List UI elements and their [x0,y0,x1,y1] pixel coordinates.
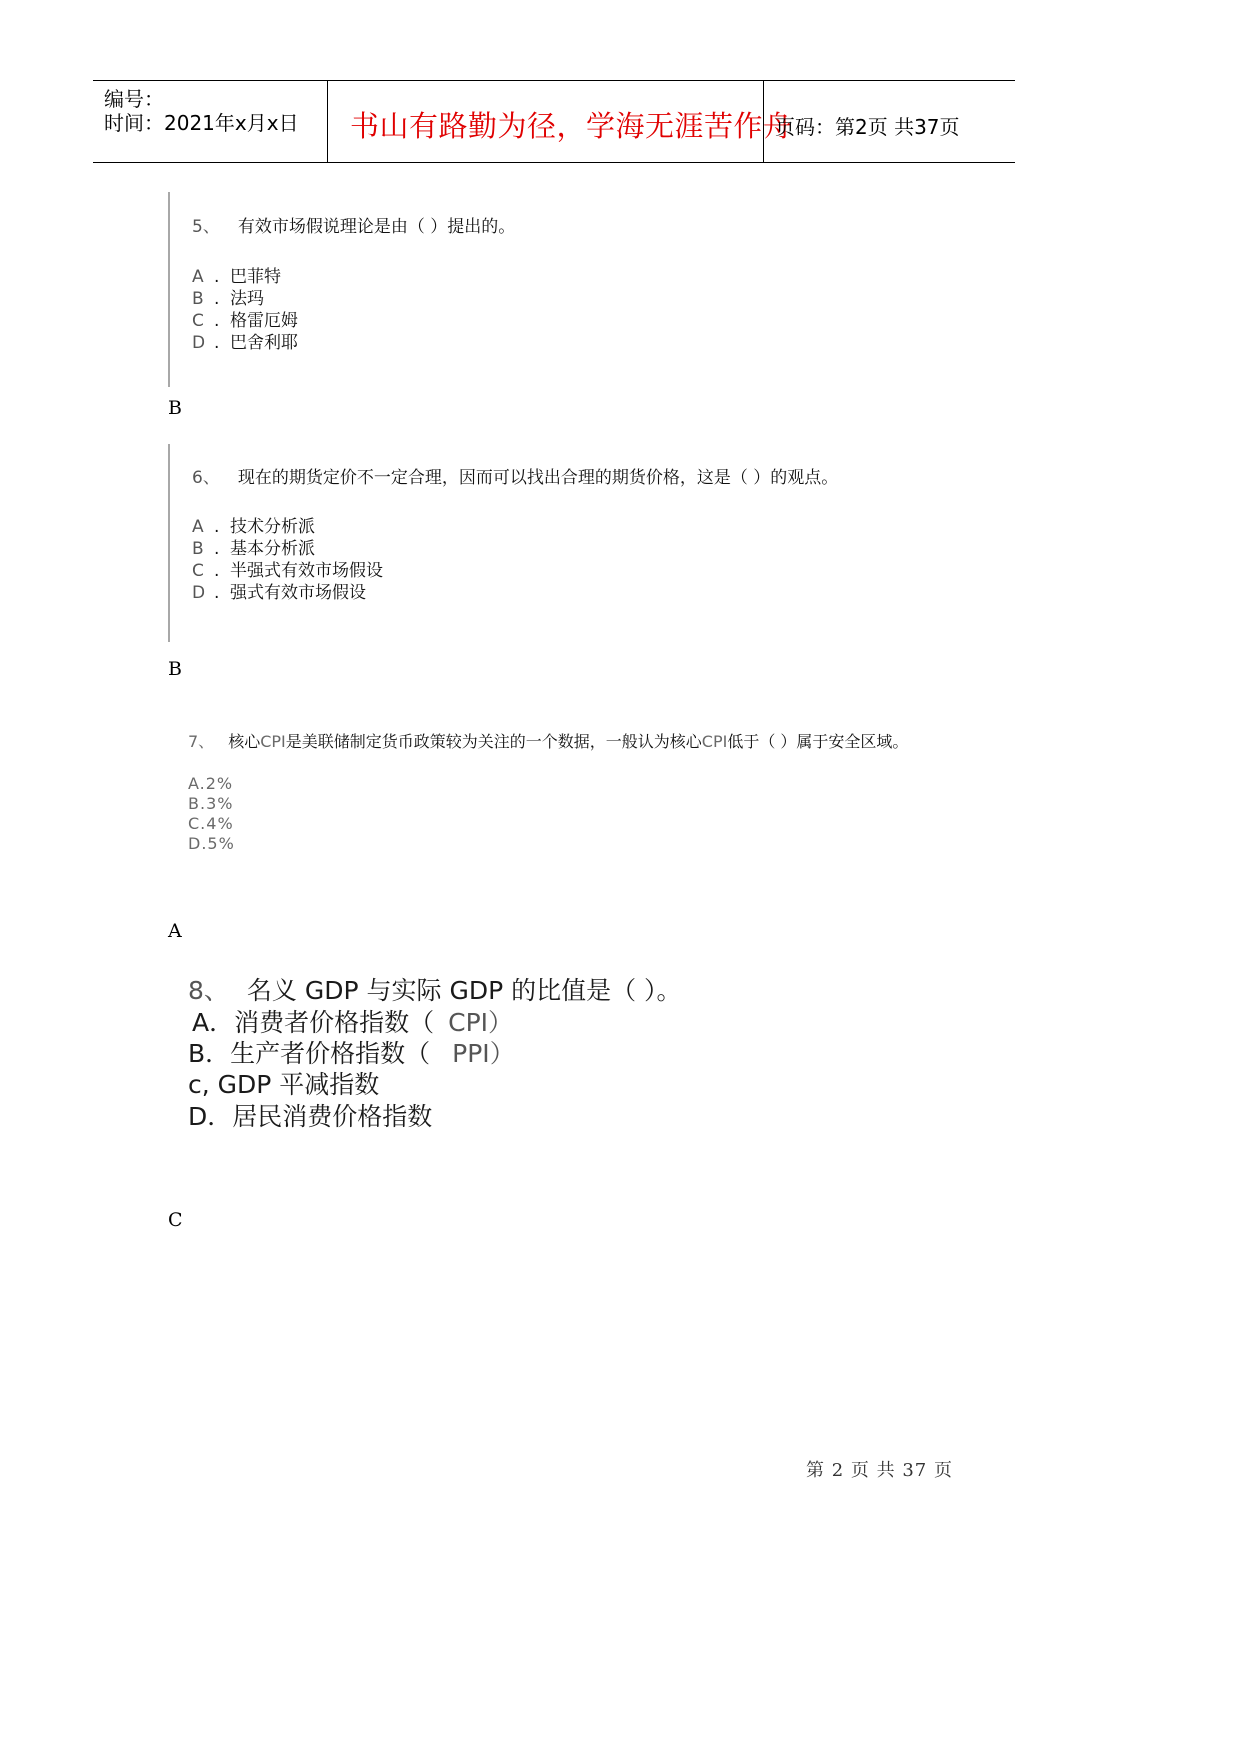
option-a: A . 技术分析派 [192,517,315,537]
option-d: D . 巴舍利耶 [192,333,298,353]
question-stem: 有效市场假说理论是由（ ）提出的。 [237,217,516,237]
question-left-bar [168,192,170,387]
header-bottom-rule [93,162,1015,163]
page-footer: 第 2 页 共 37 页 [806,1460,953,1481]
answer: A [168,920,182,942]
option-c: C . 格雷厄姆 [192,311,298,331]
time-label: 时间：2021年x月x日 [104,111,299,135]
question-number: 7、 [188,732,215,751]
option-b: B . 基本分析派 [192,539,315,559]
header-top-rule [93,80,1015,81]
option-b: B . 法玛 [192,289,264,309]
option-a: A . 巴菲特 [192,267,281,287]
answer: B [168,658,182,680]
page-info: 页码：第2页 共37页 [775,115,960,139]
option-d: D．居民消费价格指数 [188,1102,433,1131]
question-stem: 现在的期货定价不一定合理，因而可以找出合理的期货价格，这是（ ）的观点。 [237,468,839,488]
question-left-bar [168,444,170,642]
answer: B [168,397,182,419]
option-a: A.2% [188,774,234,793]
option-d: D.5% [188,834,235,853]
option-b: B.3% [188,794,234,813]
header-divider-left [327,80,328,163]
question-text [192,463,838,488]
answer: C [168,1209,183,1231]
question-number: 5、 [192,217,220,237]
question-text: 7、 核心CPI是美联储制定货币政策较为关注的一个数据，一般认为核心CPI低于（ ）属于安全区域。 [188,732,909,751]
question-stem: 名义 GDP 与实际 GDP 的比值是（ ）。 [246,976,682,1005]
option-c: C.4% [188,814,234,833]
question-text [188,971,682,1007]
option-a: A．消费者价格指数（ CPI） [192,1008,514,1037]
motto: 书山有路勤为径，学海无涯苦作舟 [350,109,793,143]
option-c: c, GDP 平减指数 [188,1070,380,1099]
question-number: 6、 [192,468,220,488]
option-c: C . 半强式有效市场假设 [192,561,383,581]
question-number: 8、 [188,976,229,1005]
question-text [192,212,515,237]
option-d: D . 强式有效市场假设 [192,583,366,603]
serial-label: 编号： [104,87,164,111]
option-b: B．生产者价格指数（ PPI） [188,1039,515,1068]
